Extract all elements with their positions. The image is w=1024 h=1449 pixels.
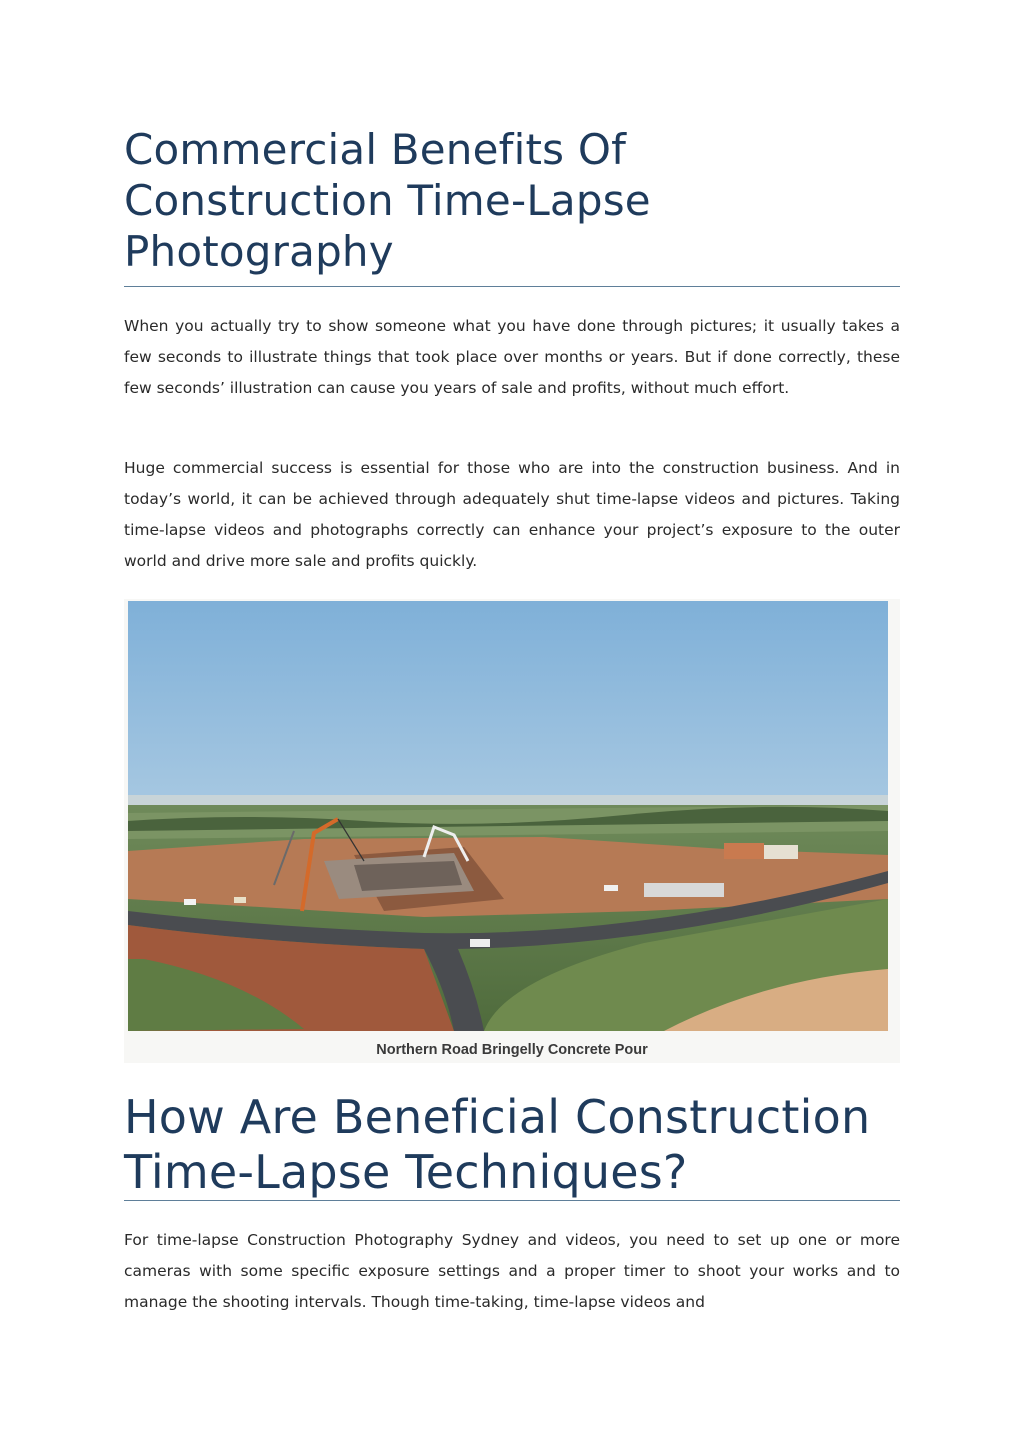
intro-paragraph-2: Huge commercial success is essential for those who are into the construction business. And in today’s world, it can be achieved through adequately shut time-lapse videos and pictures. Taking time-lapse videos and photographs correctly can enhance your project’s exposure to the outer world and drive more sale and profits quickly. xyxy=(124,459,900,570)
intro-paragraph-1: When you actually try to show someone what you have done through pictures; it usually takes a few seconds to illustrate things that took place over months or years. But if done correctly, these few seconds’ illustration can cause you years of sale and profits, without much effort. xyxy=(124,317,900,397)
figure-caption: Northern Road Bringelly Concrete Pour xyxy=(376,1042,648,1058)
section-paragraph: For time-lapse Construction Photography Sydney and videos, you need to set up one or more cameras with some specific exposure settings and a proper timer to shoot your works and to manage the shooting intervals. Though time-taking, time-lapse videos and xyxy=(124,1231,900,1311)
construction-site-photo xyxy=(124,599,900,1063)
title-divider xyxy=(124,286,900,287)
aerial-construction-illustration xyxy=(124,599,900,1063)
section-heading: How Are Beneficial Construction Time-Lapse Techniques? xyxy=(124,1090,871,1199)
article-title: Commercial Benefits Of Construction Time-Lapse Photography xyxy=(124,125,651,276)
section-divider xyxy=(124,1200,900,1201)
